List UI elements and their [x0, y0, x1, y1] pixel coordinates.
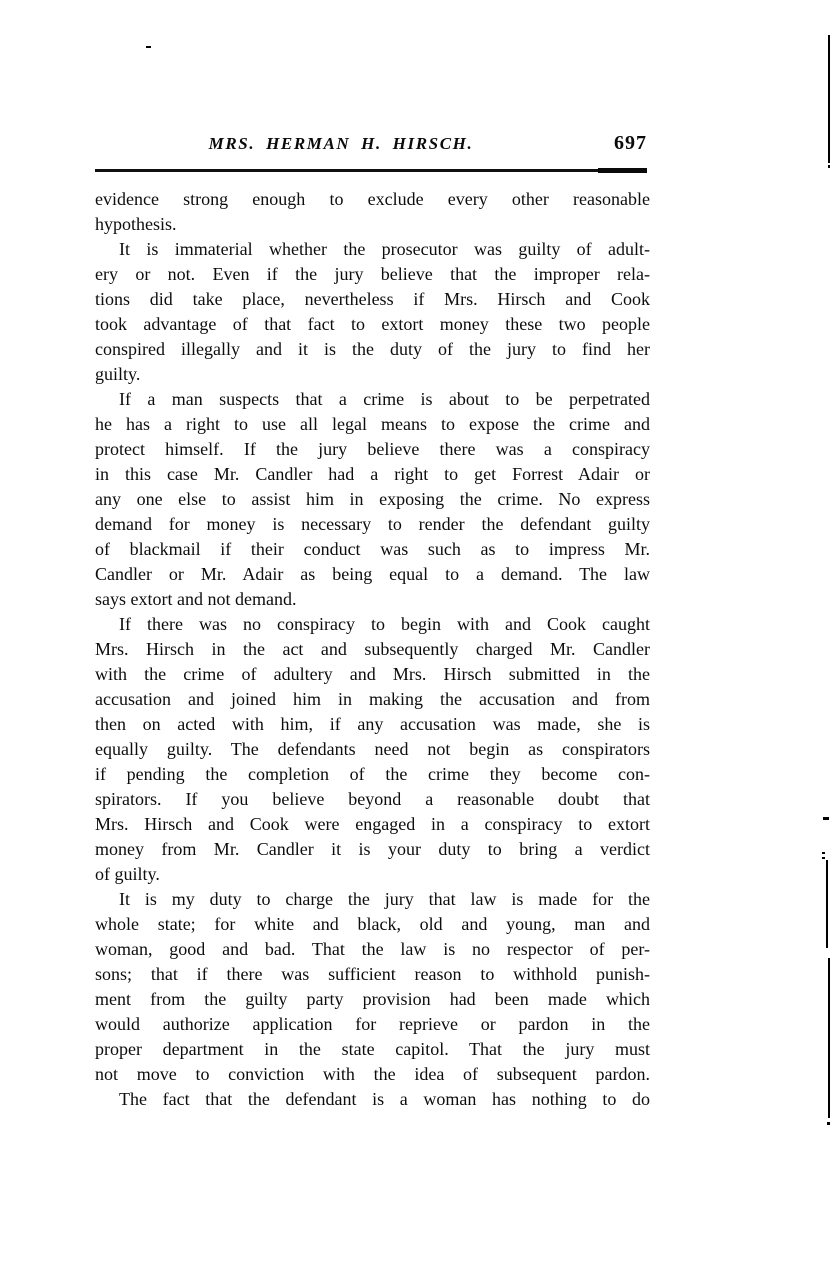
- text-line: of guilty.: [95, 864, 160, 884]
- text-line: if pending the completion of the crime they become con-: [95, 764, 650, 784]
- text-line: took advantage of that fact to extort money these two people: [95, 314, 650, 334]
- text-line: conspired illegally and it is the duty of the jury to find her: [95, 339, 650, 359]
- header-rule-thick-segment: [598, 168, 647, 173]
- text-line: hypothesis.: [95, 214, 177, 234]
- page-title: MRS. HERMAN H. HIRSCH.: [208, 134, 474, 153]
- scan-artifact-speck: [823, 817, 829, 820]
- text-line: evidence strong enough to exclude every other reasonable: [95, 189, 650, 209]
- text-line: with the crime of adultery and Mrs. Hirsch submitted in the: [95, 664, 650, 684]
- text-line: accusation and joined him in making the accusation and from: [95, 689, 650, 709]
- paragraph: [95, 237, 650, 387]
- text-line: equally guilty. The defendants need not begin as conspirators: [95, 739, 650, 759]
- text-line: says extort and not demand.: [95, 589, 297, 609]
- text-line: then on acted with him, if any accusation was made, she is: [95, 714, 650, 734]
- header-rule: [95, 169, 647, 172]
- text-line: If a man suspects that a crime is about to be perpetrated: [119, 389, 650, 409]
- text-line: Candler or Mr. Adair as being equal to a demand. The law: [95, 564, 650, 584]
- text-line: would authorize application for reprieve or pardon in the: [95, 1014, 650, 1034]
- text-line: he has a right to use all legal means to expose the crime and: [95, 414, 650, 434]
- page-body: [95, 187, 650, 1112]
- text-line: whole state; for white and black, old and young, man and: [95, 914, 650, 934]
- paragraph: [95, 1087, 650, 1112]
- text-line: sons; that if there was sufficient reason to withhold punish-: [95, 964, 650, 984]
- text-line: any one else to assist him in exposing the crime. No express: [95, 489, 650, 509]
- text-line: It is immaterial whether the prosecutor was guilty of adult-: [119, 239, 650, 259]
- text-line: protect himself. If the jury believe there was a conspiracy: [95, 439, 650, 459]
- page-header: [95, 134, 647, 160]
- scan-artifact-speck: [822, 852, 825, 854]
- text-line: not move to conviction with the idea of subsequent pardon.: [95, 1064, 650, 1084]
- text-line: Mrs. Hirsch in the act and subsequently charged Mr. Candler: [95, 639, 650, 659]
- text-line: If there was no conspiracy to begin with and Cook caught: [119, 614, 650, 634]
- text-line: ment from the guilty party provision had been made which: [95, 989, 650, 1009]
- scan-artifact-speck: [822, 857, 825, 859]
- text-line: tions did take place, nevertheless if Mrs. Hirsch and Cook: [95, 289, 650, 309]
- scan-artifact-edge-line: [828, 958, 830, 1118]
- page-number: 697: [614, 132, 647, 154]
- text-line: It is my duty to charge the jury that law is made for the: [119, 889, 650, 909]
- scan-artifact-edge-line: [828, 35, 830, 163]
- paragraph: [95, 887, 650, 1087]
- paragraph: [95, 612, 650, 887]
- text-line: ery or not. Even if the jury believe that the improper rela-: [95, 264, 650, 284]
- text-line: money from Mr. Candler it is your duty to bring a verdict: [95, 839, 650, 859]
- text-line: of blackmail if their conduct was such as to impress Mr.: [95, 539, 650, 559]
- text-line: guilty.: [95, 364, 141, 384]
- paragraph: [95, 187, 650, 237]
- paragraph: [95, 387, 650, 612]
- scan-artifact-speck: [146, 46, 151, 48]
- text-line: in this case Mr. Candler had a right to get Forrest Adair or: [95, 464, 650, 484]
- text-line: The fact that the defendant is a woman has nothing to do: [119, 1089, 650, 1109]
- text-line: spirators. If you believe beyond a reasonable doubt that: [95, 789, 650, 809]
- text-line: demand for money is necessary to render the defendant guilty: [95, 514, 650, 534]
- scan-artifact-speck: [827, 1122, 830, 1125]
- text-line: woman, good and bad. That the law is no respector of per-: [95, 939, 650, 959]
- scan-artifact-edge-line: [826, 860, 828, 948]
- text-line: Mrs. Hirsch and Cook were engaged in a conspiracy to extort: [95, 814, 650, 834]
- scan-artifact-speck: [828, 165, 830, 168]
- text-line: proper department in the state capitol. That the jury must: [95, 1039, 650, 1059]
